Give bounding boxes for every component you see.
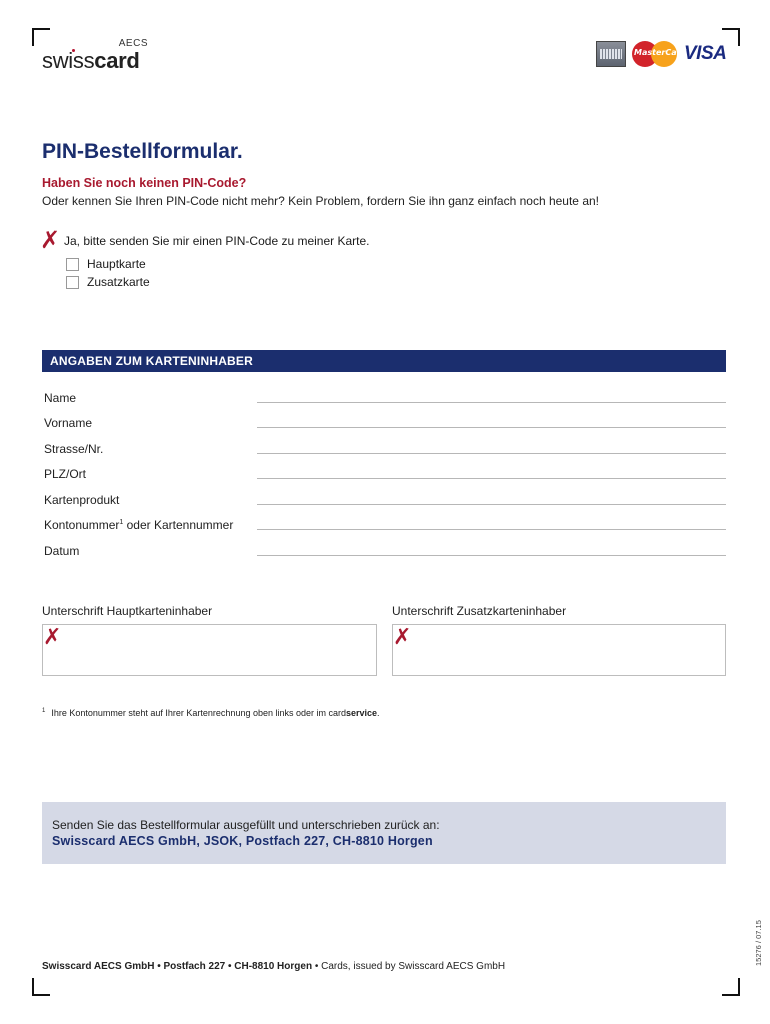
signature-box-additional[interactable] bbox=[392, 624, 726, 676]
request-text: Ja, bitte senden Sie mir einen PIN-Code zu meiner Karte. bbox=[64, 234, 370, 248]
logo-aecs-text: AECS bbox=[118, 38, 148, 49]
field-kontonummer[interactable] bbox=[42, 518, 726, 538]
option-zusatzkarte[interactable] bbox=[66, 275, 150, 289]
field-label: Kartenprodukt bbox=[44, 493, 120, 507]
field-label: Kontonummer$^1$ oder Kartennummer bbox=[44, 518, 234, 532]
mastercard-logo-icon: MasterCard bbox=[632, 40, 678, 68]
strasse-input-line[interactable] bbox=[257, 453, 726, 454]
field-label: Strasse/Nr. bbox=[44, 442, 104, 456]
checkbox-hauptkarte[interactable] bbox=[66, 258, 79, 271]
logo-wordmark: swisscard bbox=[42, 48, 140, 73]
cross-mark-icon: ✗ bbox=[393, 625, 412, 650]
checkbox-zusatzkarte[interactable] bbox=[66, 276, 79, 289]
intro-text: Oder kennen Sie Ihren PIN-Code nicht mehr? Kein Problem, fordern Sie ihn ganz einfach noch heute an! bbox=[42, 194, 599, 208]
option-label: Zusatzkarte bbox=[87, 275, 150, 289]
field-kartenprodukt[interactable] bbox=[42, 493, 726, 513]
option-hauptkarte[interactable] bbox=[66, 257, 146, 271]
field-label: PLZ/Ort bbox=[44, 467, 87, 481]
card-brand-logos bbox=[596, 40, 726, 68]
document-number: 15276 / 07.15 bbox=[754, 920, 763, 966]
datum-input-line[interactable] bbox=[257, 555, 726, 556]
field-label: Datum bbox=[44, 544, 80, 558]
crop-mark-bottom-right bbox=[722, 978, 740, 996]
field-label: Name bbox=[44, 391, 77, 405]
cross-mark-icon: ✗ bbox=[43, 625, 62, 650]
plz-ort-input-line[interactable] bbox=[257, 478, 726, 479]
footer: Swisscard AECS GmbH • Postfach 227 • CH-8810 Horgen • Cards, issued by Swisscard AECS GmbH bbox=[42, 961, 506, 972]
signature-label-additional: Unterschrift Zusatzkarteninhaber bbox=[392, 604, 567, 618]
option-label: Hauptkarte bbox=[87, 257, 146, 271]
section-header: ANGABEN ZUM KARTENINHABER bbox=[42, 350, 726, 372]
subheading: Haben Sie noch keinen PIN-Code? bbox=[42, 176, 247, 190]
field-datum[interactable] bbox=[42, 544, 726, 564]
cross-mark-icon: ✗ bbox=[40, 226, 61, 254]
amex-logo-icon bbox=[596, 41, 626, 67]
visa-logo-icon: VISA bbox=[684, 43, 727, 64]
signature-box-main[interactable] bbox=[42, 624, 377, 676]
return-instructions: Senden Sie das Bestellformular ausgefüllt und unterschrieben zurück an: bbox=[52, 818, 440, 832]
vorname-input-line[interactable] bbox=[257, 427, 726, 428]
footnote: $^1$ Ihre Kontonummer steht auf Ihrer Kartenrechnung oben links oder im cardservice. bbox=[42, 708, 380, 718]
page-title: PIN-Bestellformular. bbox=[42, 140, 243, 163]
signature-label-main: Unterschrift Hauptkarteninhaber bbox=[42, 604, 213, 618]
field-strasse[interactable] bbox=[42, 442, 726, 462]
field-name[interactable] bbox=[42, 391, 726, 411]
field-vorname[interactable] bbox=[42, 416, 726, 436]
kontonummer-input-line[interactable] bbox=[257, 529, 726, 530]
crop-mark-bottom-left bbox=[32, 978, 50, 996]
name-input-line[interactable] bbox=[257, 402, 726, 403]
field-label: Vorname bbox=[44, 416, 93, 430]
return-address-panel bbox=[42, 802, 726, 864]
kartenprodukt-input-line[interactable] bbox=[257, 504, 726, 505]
field-plz-ort[interactable] bbox=[42, 467, 726, 487]
return-address: Swisscard AECS GmbH, JSOK, Postfach 227, CH-8810 Horgen bbox=[52, 834, 433, 848]
swisscard-logo bbox=[42, 36, 152, 72]
